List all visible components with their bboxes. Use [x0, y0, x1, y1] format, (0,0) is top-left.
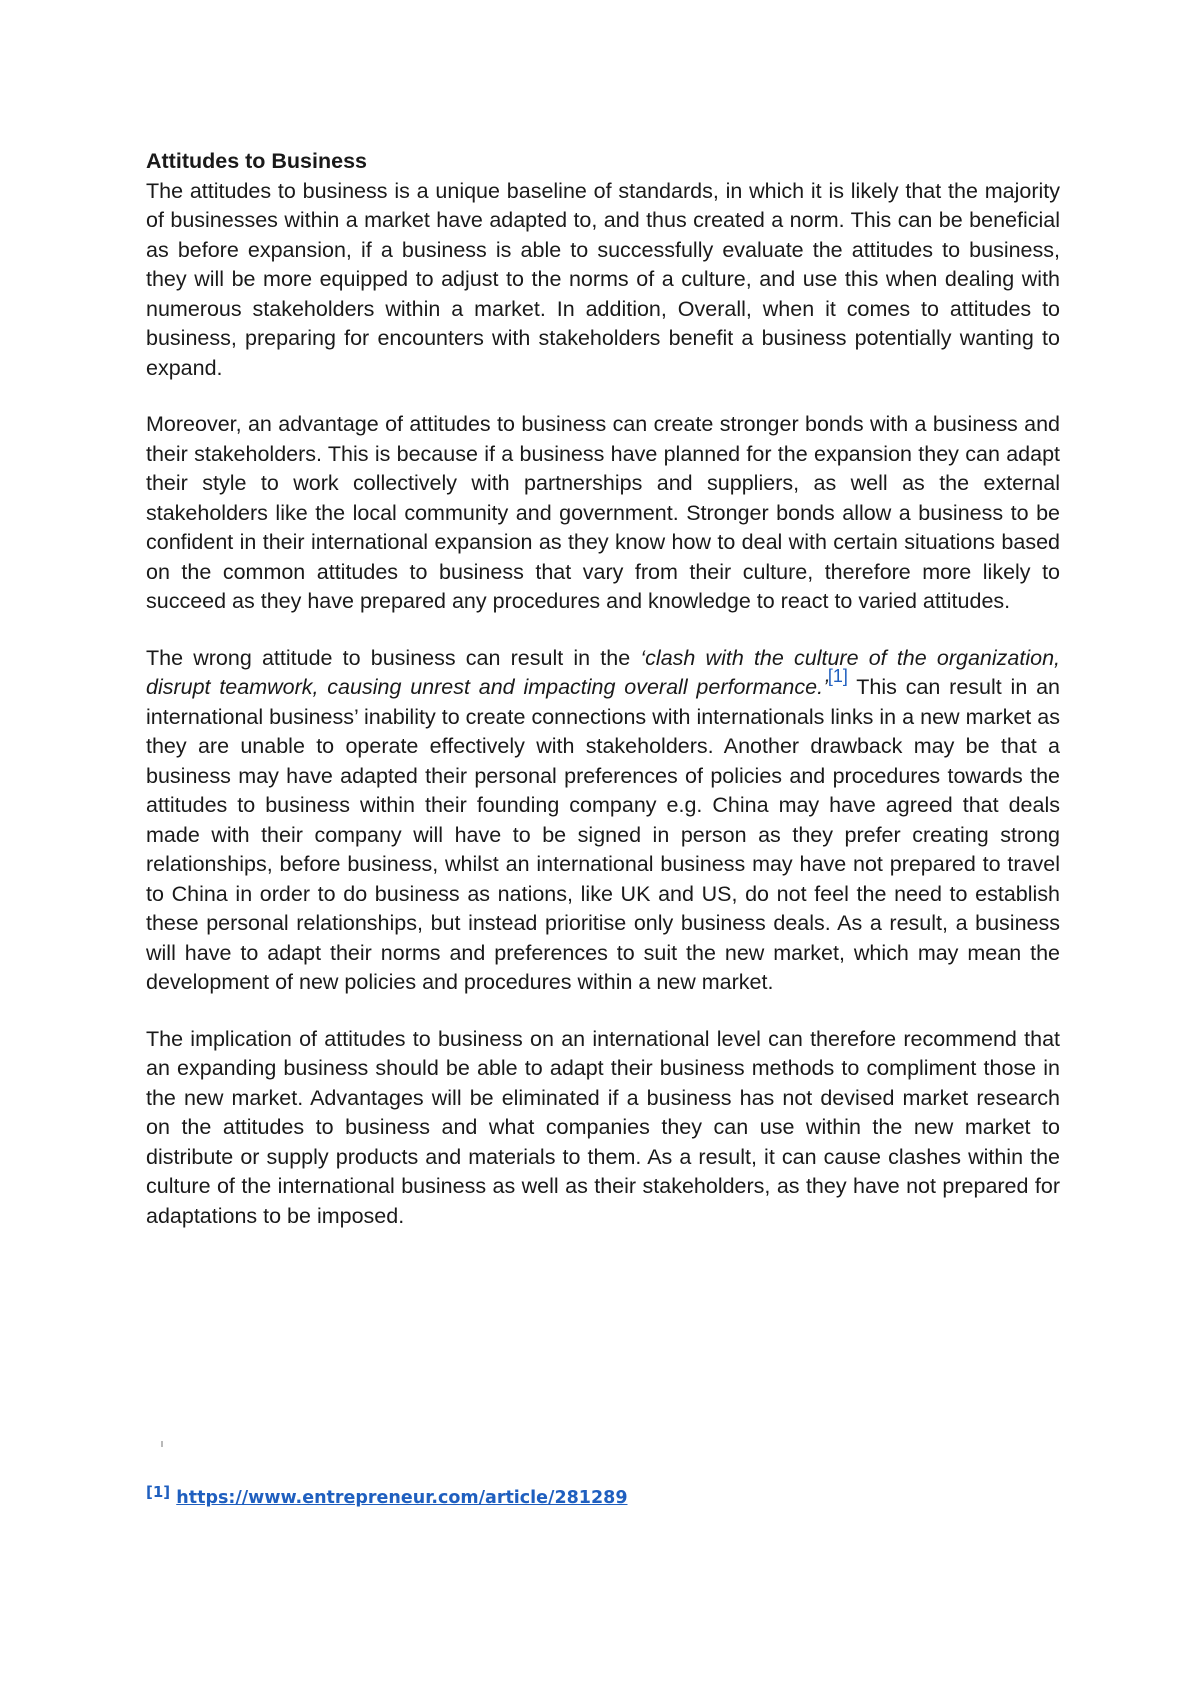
paragraph-3-rest: This can result in an international business’ inability to create connections with internationals links in a new market as they are unable to operate effectively with stakeholders. Another drawback may be that a business may have adapted their personal preferences of policies and procedures towards the attitudes to business within their founding company e.g. China may have agreed that deals made with their company will have to be signed in person as they prefer creating strong relationships, before business, whilst an international business may have not prepared to travel to China in order to do business as nations, like UK and US, do not feel the need to establish these personal relationships, but instead prioritise only business deals. As a result, a business will have to adapt their norms and preferences to suit the new market, which may mean the development of new policies and procedures within a new market. [146, 675, 1061, 994]
paragraph-4: The implication of attitudes to business on an international level can therefore recommend that an expanding business should be able to adapt their business methods to compliment those in the new market. Advantages will be eliminated if a business has not devised market research on the attitudes to business and what companies they can use within the new market to distribute or supply products and materials to them. As a result, it can cause clashes within the culture of the international business as well as their stakeholders, as they have not prepared for adaptations to be imposed. [146, 1026, 1060, 1228]
paragraph-2: Moreover, an advantage of attitudes to business can create stronger bonds with a business and their stakeholders. This is because if a business have planned for the expansion they can adapt their style to work collectively with partnerships and suppliers, as well as the external stakeholders like the local community and government. Stronger bonds allow a business to be confident in their international expansion as they know how to deal with certain situations based on the common attitudes to business that vary from their culture, therefore more likely to succeed as they have prepared any procedures and knowledge to react to varied attitudes. [146, 412, 1060, 613]
section-heading: Attitudes to Business [146, 149, 367, 173]
document-body [146, 147, 1060, 1258]
footnote-reference-link[interactable]: [1] [827, 666, 848, 686]
footnote-url-link[interactable]: https://www.entrepreneur.com/article/281289 [176, 1488, 628, 1508]
footnote-separator-mark [161, 1441, 163, 1447]
paragraph-3-intro: The wrong attitude to business can result in the [146, 645, 641, 670]
paragraph-3-quote: ‘clash with the culture of the organization, disrupt teamwork, causing unrest and impacting overall performance.’ [146, 645, 1061, 699]
paragraph-1: The attitudes to business is a unique baseline of standards, in which it is likely that the majority of businesses within a market have adapted to, and thus created a norm. This can be beneficial as before expansion, if a business is able to successfully evaluate the attitudes to business, they will be more equipped to adjust to the norms of a culture, and use this when dealing with numerous stakeholders within a market. In addition, Overall, when it comes to attitudes to business, preparing for encounters with stakeholders benefit a business potentially wanting to expand. [146, 178, 1060, 380]
footnote [146, 1483, 628, 1508]
paragraph-3 [146, 644, 1060, 998]
footnote-number[interactable]: [1] [146, 1483, 171, 1501]
